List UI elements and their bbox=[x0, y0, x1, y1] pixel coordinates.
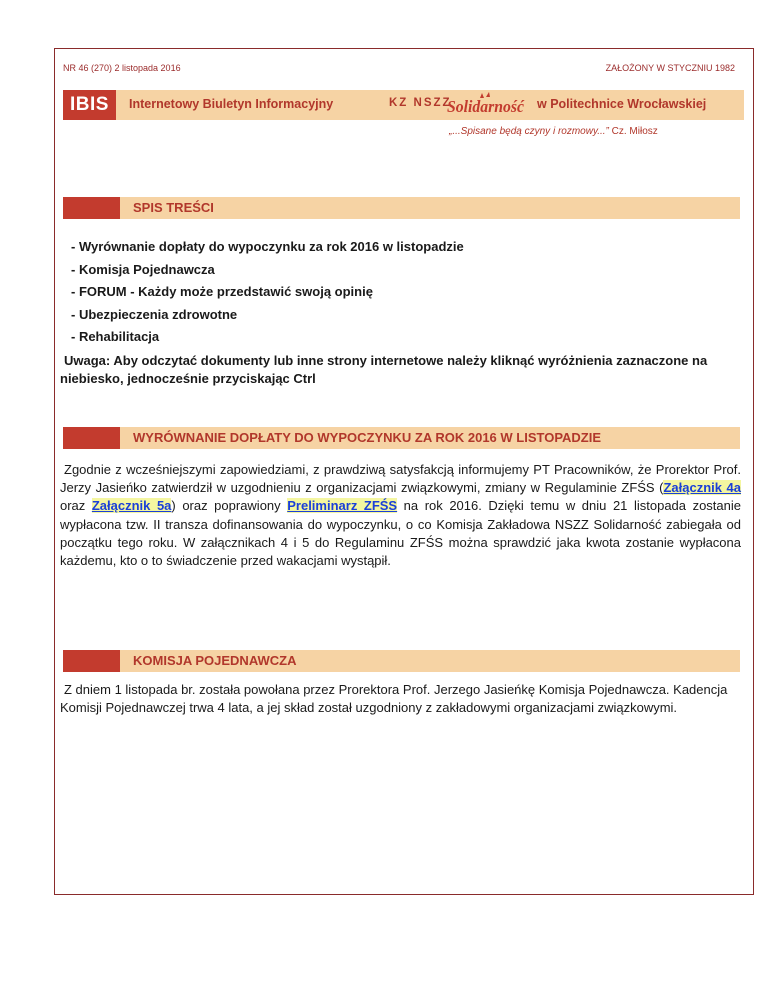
attachment-5a-link[interactable]: Załącznik 5a bbox=[91, 498, 172, 514]
section-marker bbox=[63, 650, 120, 672]
section-marker bbox=[63, 427, 120, 449]
attachment-4a-link[interactable]: Załącznik 4a bbox=[663, 480, 741, 496]
motto-text: „...Spisane będą czyny i rozmowy...” bbox=[449, 126, 612, 137]
toc-item[interactable]: - Ubezpieczenia zdrowotne bbox=[71, 306, 238, 322]
body-text: ) oraz poprawiony bbox=[171, 498, 288, 514]
motto-author: Cz. Miłosz bbox=[611, 126, 658, 137]
section1-title: WYRÓWNANIE DOPŁATY DO WYPOCZYNKU ZA ROK 2016 W LISTOPADZIE bbox=[133, 430, 602, 445]
section2-body: Z dniem 1 listopada br. została powołana przez Prorektora Prof. Jerzego Jasieńkę Komisja Pojednawcza. Kadencja Komisji Pojednawczej trwa 4 lata, a jej skład został uzgodniony z zakładowymi organizacjami związkowymi. bbox=[60, 682, 728, 716]
masthead-title: Internetowy Biuletyn Informacyjny bbox=[129, 97, 334, 111]
body-text: Zgodnie z wcześniejszymi zapowiedziami, z prawdziwą satysfakcją informujemy PT Pracowników, że Prorektor Prof. Jerzy Jasieńko zatwierdził w uzgodnieniu z organizacjami związkowymi, zmiany w Regulaminie ZFŚS ( bbox=[60, 462, 741, 496]
motto-quote bbox=[449, 126, 658, 137]
solidarnosc-wordmark: Solidarność bbox=[447, 97, 526, 116]
section1-body bbox=[60, 461, 741, 570]
toc-item[interactable]: - Wyrównanie dopłaty do wypoczynku za rok 2016 w listopadzie bbox=[71, 239, 464, 254]
section2-header bbox=[63, 650, 740, 672]
toc-header bbox=[63, 197, 740, 219]
masthead-subtitle: w Politechnice Wrocławskiej bbox=[537, 97, 707, 111]
toc-title: SPIS TREŚCI bbox=[133, 200, 214, 215]
section1-header bbox=[63, 427, 740, 449]
masthead-banner bbox=[63, 90, 744, 120]
toc-item[interactable]: - Rehabilitacja bbox=[71, 329, 160, 344]
body-text: na rok 2016. Dzięki temu w dniu 21 listopada zostanie wypłacona tzw. II transza dofinansowania do wypoczynku, o co Komisja Zakładowa NSZZ Solidarność zabiegała od początku tego roku. W załącznikach 4 i 5 do Regulaminu ZFŚS można sprawdzić jaka kwota zostanie wypłacona każdemu, kto o to świadczenie przed wakacjami wystąpił. bbox=[60, 498, 741, 569]
toc-item[interactable]: - Komisja Pojednawcza bbox=[71, 261, 215, 277]
ibis-logo: IBIS bbox=[63, 90, 116, 120]
page-frame bbox=[54, 48, 754, 895]
issue-number: NR 46 (270) 2 listopada 2016 bbox=[63, 63, 181, 73]
founded-note: ZAŁOŻONY W STYCZNIU 1982 bbox=[605, 63, 735, 73]
kz-label: KZ NSZZ bbox=[389, 97, 452, 109]
ctrl-click-note: Uwaga: Aby odczytać dokumenty lub inne strony internetowe należy kliknąć wyróżnienia zaznaczone na niebiesko, jednocześnie przyciskając Ctrl bbox=[60, 353, 708, 386]
zfss-plan-link[interactable]: Preliminarz ZFŚS bbox=[287, 498, 398, 514]
toc-item[interactable]: - FORUM - Każdy może przedstawić swoją opinię bbox=[71, 284, 373, 299]
body-text: oraz bbox=[60, 498, 92, 514]
solidarnosc-logo bbox=[446, 92, 526, 118]
section2-title: KOMISJA POJEDNAWCZA bbox=[133, 653, 297, 668]
toc-list bbox=[68, 238, 738, 351]
section-marker bbox=[63, 197, 120, 219]
